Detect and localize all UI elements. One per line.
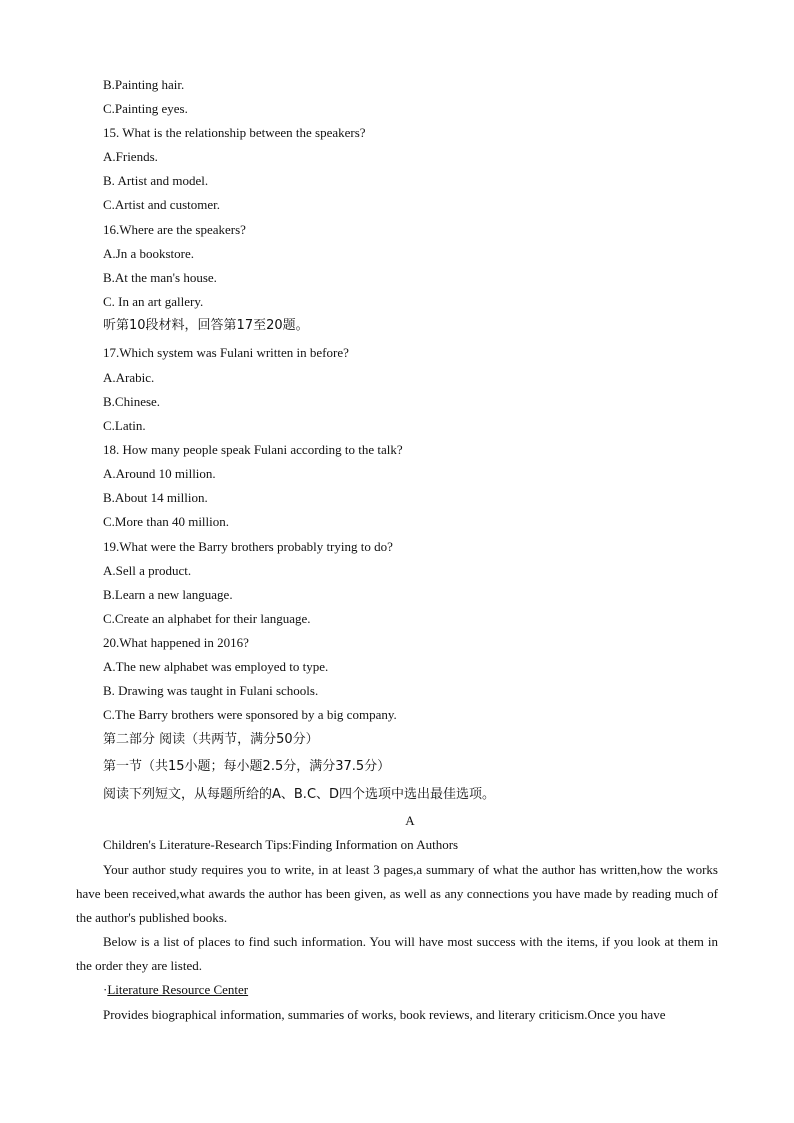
option-15-c: C.Artist and customer. <box>103 197 220 212</box>
option-16-b: B.At the man's house. <box>103 270 217 285</box>
literature-resource-center-link[interactable]: Literature Resource Center <box>107 982 249 997</box>
option-17-a: A.Arabic. <box>103 370 155 385</box>
option-18-a: A.Around 10 million. <box>103 466 216 481</box>
option-15-a: A.Friends. <box>103 149 158 164</box>
passage-paragraph-1: Your author study requires you to write, in at least 3 pages,a summary of what the author has written,how the works have been received,what awards the author has been given, as well as any connections you have made by reading much of the author's published books. <box>76 862 718 926</box>
option-17-b: B.Chinese. <box>103 394 161 409</box>
option-19-b: B.Learn a new language. <box>103 587 233 602</box>
question-16: 16.Where are the speakers? <box>103 222 246 237</box>
passage-paragraph-2: Below is a list of places to find such information. You will have most success with the items, if you look at them in the order they are listed. <box>76 934 718 974</box>
option-20-c: C.The Barry brothers were sponsored by a big company. <box>103 707 397 722</box>
option-15-b: B. Artist and model. <box>103 173 209 188</box>
part2-heading: 第二部分 阅读（共两节，满分50分） <box>103 732 319 747</box>
option-18-b: B.About 14 million. <box>103 490 208 505</box>
option-b-painting-hair: B.Painting hair. <box>103 77 185 92</box>
option-16-a: A.Jn a bookstore. <box>103 246 194 261</box>
option-20-a: A.The new alphabet was employed to type. <box>103 659 329 674</box>
option-18-c: C.More than 40 million. <box>103 514 230 529</box>
question-19: 19.What were the Barry brothers probably trying to do? <box>103 539 393 554</box>
bullet-item <box>103 982 248 998</box>
part2-section1: 第一节（共15小题；每小题2.5分，满分37.5分） <box>103 759 391 774</box>
section-instruction-10: 听第10段材料，回答第17至20题。 <box>103 318 309 333</box>
option-16-c: C. In an art gallery. <box>103 294 204 309</box>
option-20-b: B. Drawing was taught in Fulani schools. <box>103 683 319 698</box>
question-20: 20.What happened in 2016? <box>103 635 249 650</box>
passage-title: Children's Literature-Research Tips:Finding Information on Authors <box>103 837 459 852</box>
option-c-painting-eyes: C.Painting eyes. <box>103 101 188 116</box>
question-15: 15. What is the relationship between the speakers? <box>103 125 366 140</box>
passage-letter: A <box>405 813 415 828</box>
bullet-dot: · <box>103 982 108 997</box>
question-17: 17.Which system was Fulani written in before? <box>103 345 349 360</box>
passage-paragraph-3: Provides biographical information, summaries of works, book reviews, and literary criticism.Once you have <box>103 1007 666 1022</box>
option-19-c: C.Create an alphabet for their language. <box>103 611 311 626</box>
question-18: 18. How many people speak Fulani according to the talk? <box>103 442 403 457</box>
option-17-c: C.Latin. <box>103 418 146 433</box>
option-19-a: A.Sell a product. <box>103 563 192 578</box>
part2-instruction: 阅读下列短文，从每题所给的A、B.C、D四个选项中选出最佳选项。 <box>103 787 496 802</box>
